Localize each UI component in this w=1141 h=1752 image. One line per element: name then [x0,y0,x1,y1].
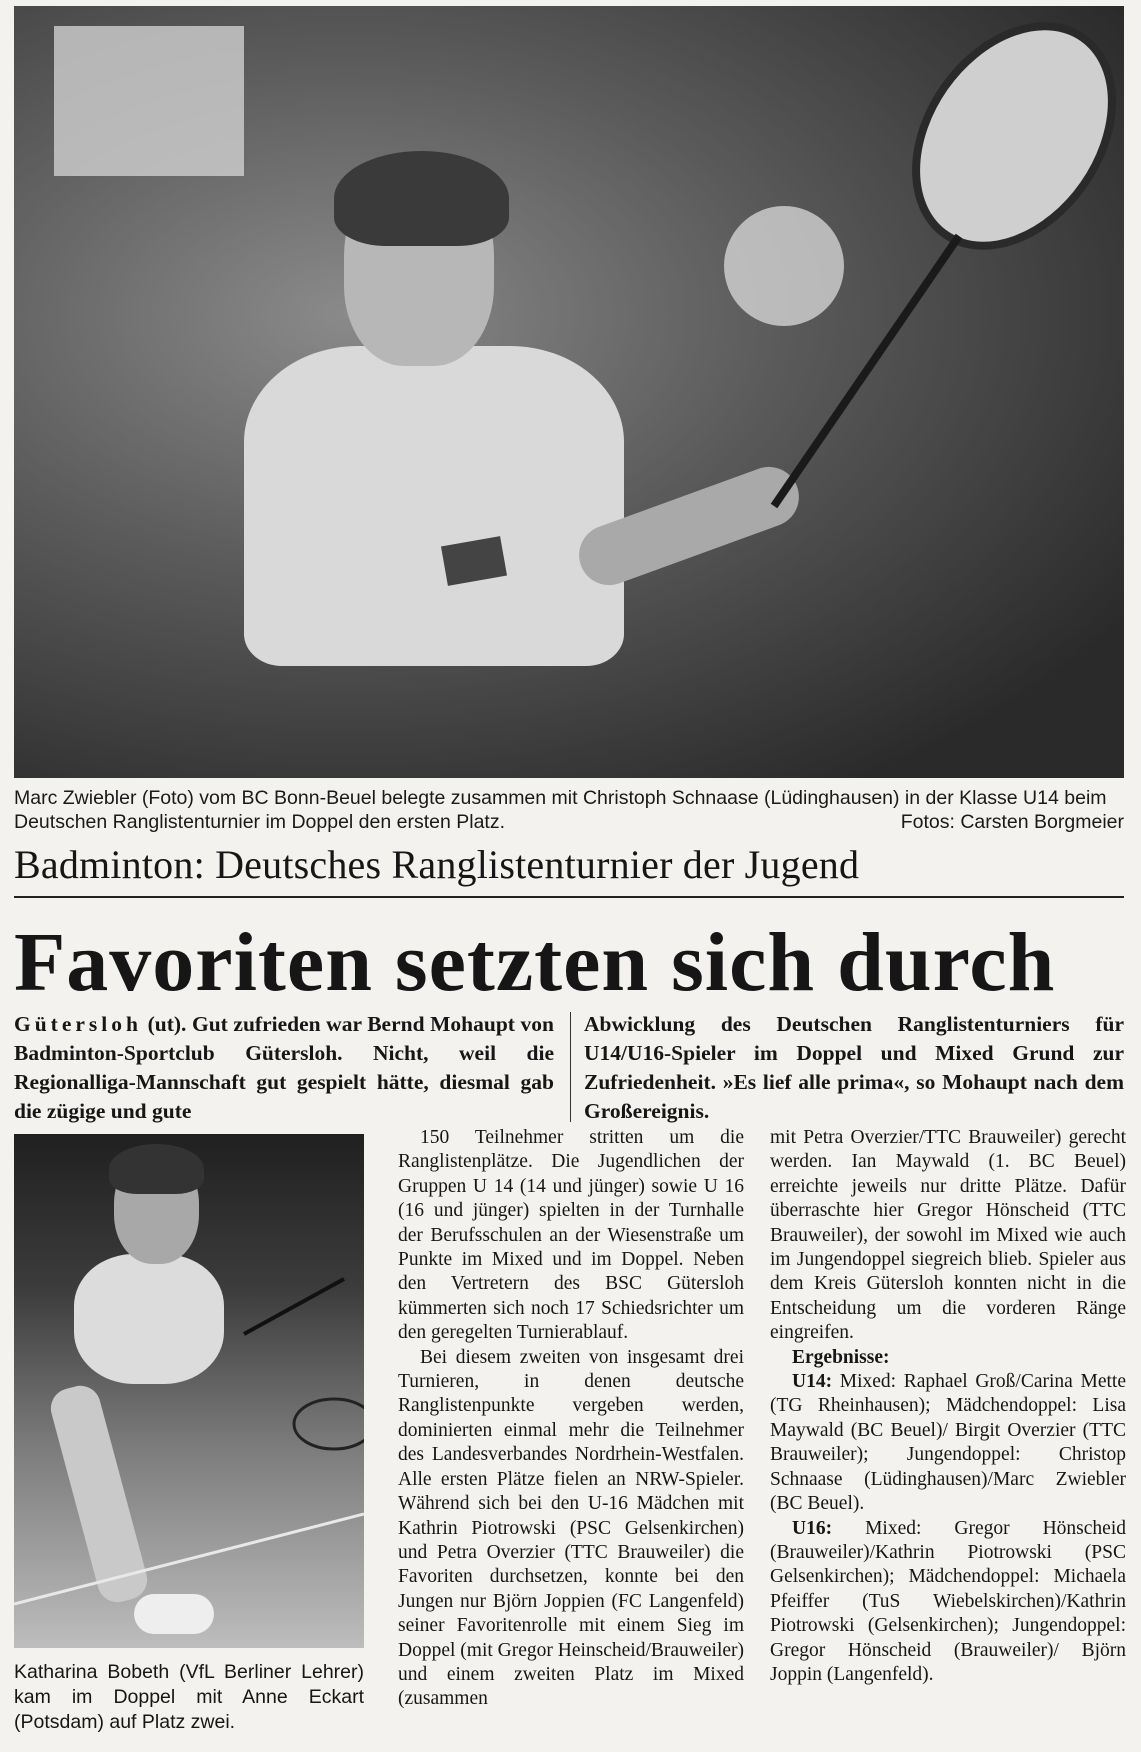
lead-right-column: Abwicklung des Deutschen Ranglistenturniers für U14/U16-Spieler im Doppel und Mixed Grund zur Zufriedenheit. »Es lief alle prima«, so Mohaupt nach dem Großereignis. [584,1012,1124,1123]
article-column-middle [398,1126,744,1712]
lead-divider [570,1012,571,1122]
results-u16 [770,1517,1126,1688]
top-caption-text: Marc Zwiebler (Foto) vom BC Bonn-Beuel belegte zusammen mit Christoph Schnaase (Lüdinghausen) in der Klasse U14 beim Deutschen Ranglistenturnier im Doppel den ersten Platz. [14,787,1107,833]
lead-left-column [14,1010,554,1126]
results-u14 [770,1370,1126,1516]
article-column-right [770,1126,1126,1687]
body-paragraph-3: mit Petra Overzier/TTC Brauweiler) gerecht werden. Ian Maywald (1. BC Beuel) erreichte jeweils nur dritte Plätze. Dafür überraschte hier Gregor Hönscheid (TTC Brauweiler), der sowohl im Mixed wie auch im Jungendoppel siegreich blieb. Spieler aus dem Kreis Gütersloh konnten nicht in die Entscheidung um die vorderen Ränge eingreifen. [770,1127,1126,1344]
headline: Favoriten setzten sich durch [14,916,1056,1009]
kicker-rule [14,896,1124,898]
body-paragraph-1: 150 Teilnehmer stritten um die Ranglistenplätze. Die Jugendlichen der Gruppen U 14 (14 und jünger) sowie U 16 (16 und jünger) spielten in der Turnhalle der Berufsschulen an der Wiesenstraße um Punkte im Mixed und im Doppel. Neben den Vertretern des BSC Gütersloh kümmerten sich noch 17 Schiedsrichter um den geregelten Turnierablauf. [398,1127,744,1344]
bottom-photo-badminton-player [14,1134,364,1648]
u14-text: Mixed: Raphael Groß/Carina Mette (TG Rheinhausen); Mädchendoppel: Lisa Maywald (BC Beuel)/ Birgit Overzier (TTC Brauweiler); Jungendoppel: Christop Schnaase (Lüdinghausen)/Marc Zwiebler (BC Beuel). [770,1371,1126,1515]
lead-left-text: (ut). Gut zufrieden war Bernd Mohaupt von Badminton-Sportclub Gütersloh. Nicht, weil die Regionalliga-Mannschaft gut gespielt hätte, diesmal gab die zügige und gute [14,1012,554,1123]
top-photo-badminton-player [14,6,1124,778]
racket-drawing [14,6,1124,778]
photo-credit: Fotos: Carsten Borgmeier [900,811,1124,833]
u14-label: U14: [792,1371,833,1393]
body-paragraph-2: Bei diesem zweiten von insgesamt drei Turnieren, in denen deutsche Ranglistenpunkte vergeben werden, dominierten einmal mehr die Teilnehmer des Landesverbandes Nordrhein-Westfalen. Alle ersten Plätze fielen an NRW-Spieler. Während sich bei den U-16 Mädchen mit Kathrin Piotrowski (PSC Gelsenkirchen) und Petra Overzier (TTC Brauweiler) die Favoriten durchsetzen, konnte bei den Jungen nur Björn Joppien (FC Langenfeld) seiner Favoritenrolle mit einem Sieg im Doppel (mit Gregor Heinscheid/Brauweiler) und einem zweiten Platz im Mixed (zusammen [398,1346,745,1710]
kicker-title: Badminton: Deutsches Ranglistenturnier der Jugend [14,842,860,887]
u16-label: U16: [792,1517,833,1539]
results-label: Ergebnisse: [792,1346,890,1368]
court-lines [14,1134,364,1648]
u16-text: Mixed: Gregor Hönscheid (Brauweiler)/Kathrin Piotrowski (PSC Gelsenkirchen); Mädchendoppel: Michaela Pfeiffer (TuS Wiebelskirchen)/Kathrin Piotrowski (Gelsenkirchen); Jungendoppel: Gregor Hönscheid (Brauweiler)/ Björn Joppin (Langenfeld). [770,1517,1126,1685]
top-photo-caption [14,786,1124,834]
lead-dateline: Gütersloh [14,1012,142,1036]
bottom-photo-caption: Katharina Bobeth (VfL Berliner Lehrer) kam im Doppel mit Anne Eckart (Potsdam) auf Platz zwei. [14,1661,364,1733]
